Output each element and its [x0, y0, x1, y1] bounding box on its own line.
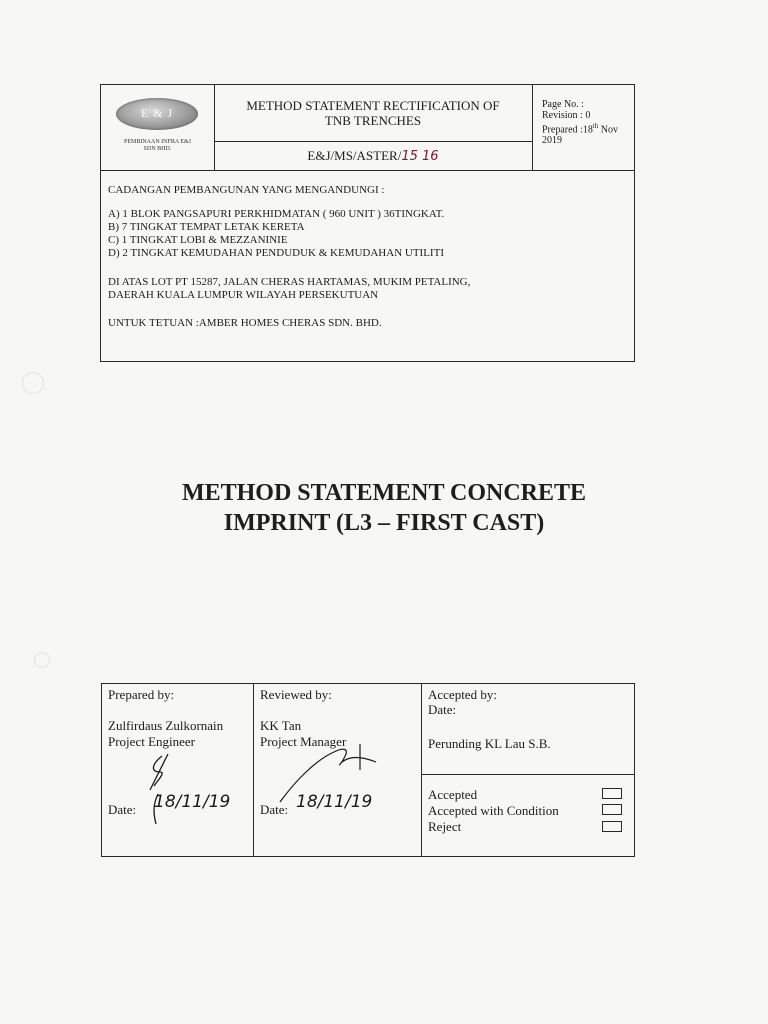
reviewed-by-name: KK Tan: [260, 718, 302, 733]
prepared-date-sup: th: [592, 122, 599, 130]
prepared-by-name: Zulfirdaus Zulkornain: [108, 718, 224, 733]
prepared-date: [542, 121, 635, 135]
accepted-by-column: [422, 684, 634, 856]
prepared-date-label: Date:: [108, 802, 137, 817]
company-caption: [101, 139, 214, 153]
prepared-year: 2019: [542, 135, 562, 147]
option-accepted-with-condition-label: Accepted with Condition: [428, 803, 559, 818]
reviewed-date-label: Date:: [260, 802, 289, 817]
checkbox-reject[interactable]: [602, 821, 622, 832]
document-code: [214, 142, 532, 170]
company-suffix: SDN BHD.: [143, 146, 172, 152]
scan-mark: [34, 652, 50, 668]
prepared-by-role: Project Engineer: [108, 734, 195, 749]
document-header: [100, 84, 635, 362]
scan-mark: [22, 372, 44, 394]
project-item-d: D) 2 TINGKAT KEMUDAHAN PENDUDUK & KEMUDAHAN UTILITI: [108, 247, 444, 259]
doc-code-handwritten: 15 16: [401, 149, 439, 164]
company-name: PEMBINAAN INFRA E&J: [123, 139, 191, 145]
logo-cell: [101, 85, 215, 170]
header-title: [214, 85, 532, 142]
prepared-date-suffix: Nov: [598, 124, 619, 136]
checkbox-accepted-with-condition[interactable]: [602, 804, 622, 815]
company-logo: [116, 98, 198, 130]
reviewed-by-label: Reviewed by:: [260, 687, 332, 702]
revision: Revision : 0: [542, 110, 591, 121]
accepted-by-company: Perunding KL Lau S.B.: [428, 736, 551, 751]
project-item-b: B) 7 TINGKAT TEMPAT LETAK KERETA: [108, 221, 305, 233]
document-meta: [532, 85, 635, 170]
header-row: [101, 85, 634, 171]
reviewed-date-handwritten: 18/11/19: [296, 792, 373, 812]
project-location-1: DI ATAS LOT PT 15287, JALAN CHERAS HARTAMAS, MUKIM PETALING,: [108, 276, 471, 288]
option-accepted-label: Accepted: [428, 787, 478, 802]
logo-text: E & J: [140, 106, 174, 120]
header-title-cell: [214, 85, 533, 170]
prepared-signature: [142, 750, 182, 830]
approval-table: [101, 683, 635, 857]
accepted-by-label: Accepted by:: [428, 687, 497, 702]
prepared-date-handwritten: 18/11/19: [154, 792, 231, 812]
reviewed-by-role: Project Manager: [260, 734, 347, 749]
page-no: Page No. :: [542, 99, 584, 110]
project-location-2: DAERAH KUALA LUMPUR WILAYAH PERSEKUTUAN: [108, 289, 379, 301]
header-title-line2: TNB TRENCHES: [324, 113, 422, 128]
option-reject-label: Reject: [428, 819, 462, 834]
prepared-by-label: Prepared by:: [108, 687, 175, 702]
checkbox-accepted[interactable]: [602, 788, 622, 799]
prepared-by-column: [102, 684, 254, 856]
page-title-line1: METHOD STATEMENT CONCRETE: [181, 480, 587, 506]
header-title-line1: METHOD STATEMENT RECTIFICATION OF: [246, 98, 500, 113]
prepared-date-prefix: Prepared :18: [542, 124, 593, 136]
project-item-a: A) 1 BLOK PANGSAPURI PERKHIDMATAN ( 960 UNIT ) 36TINGKAT.: [108, 208, 445, 220]
accepted-divider: [422, 774, 634, 775]
accepted-date-label: Date:: [428, 702, 457, 717]
project-item-c: C) 1 TINGKAT LOBI & MEZZANINIE: [108, 234, 288, 246]
page-title-line2: IMPRINT (L3 – FIRST CAST): [223, 510, 545, 536]
reviewed-by-column: [254, 684, 422, 856]
project-client: UNTUK TETUAN :AMBER HOMES CHERAS SDN. BHD.: [108, 317, 382, 329]
doc-code-prefix: E&J/MS/ASTER/: [307, 148, 402, 163]
project-intro: CADANGAN PEMBANGUNAN YANG MENGANDUNGI :: [108, 184, 385, 196]
page-title: [0, 478, 768, 538]
